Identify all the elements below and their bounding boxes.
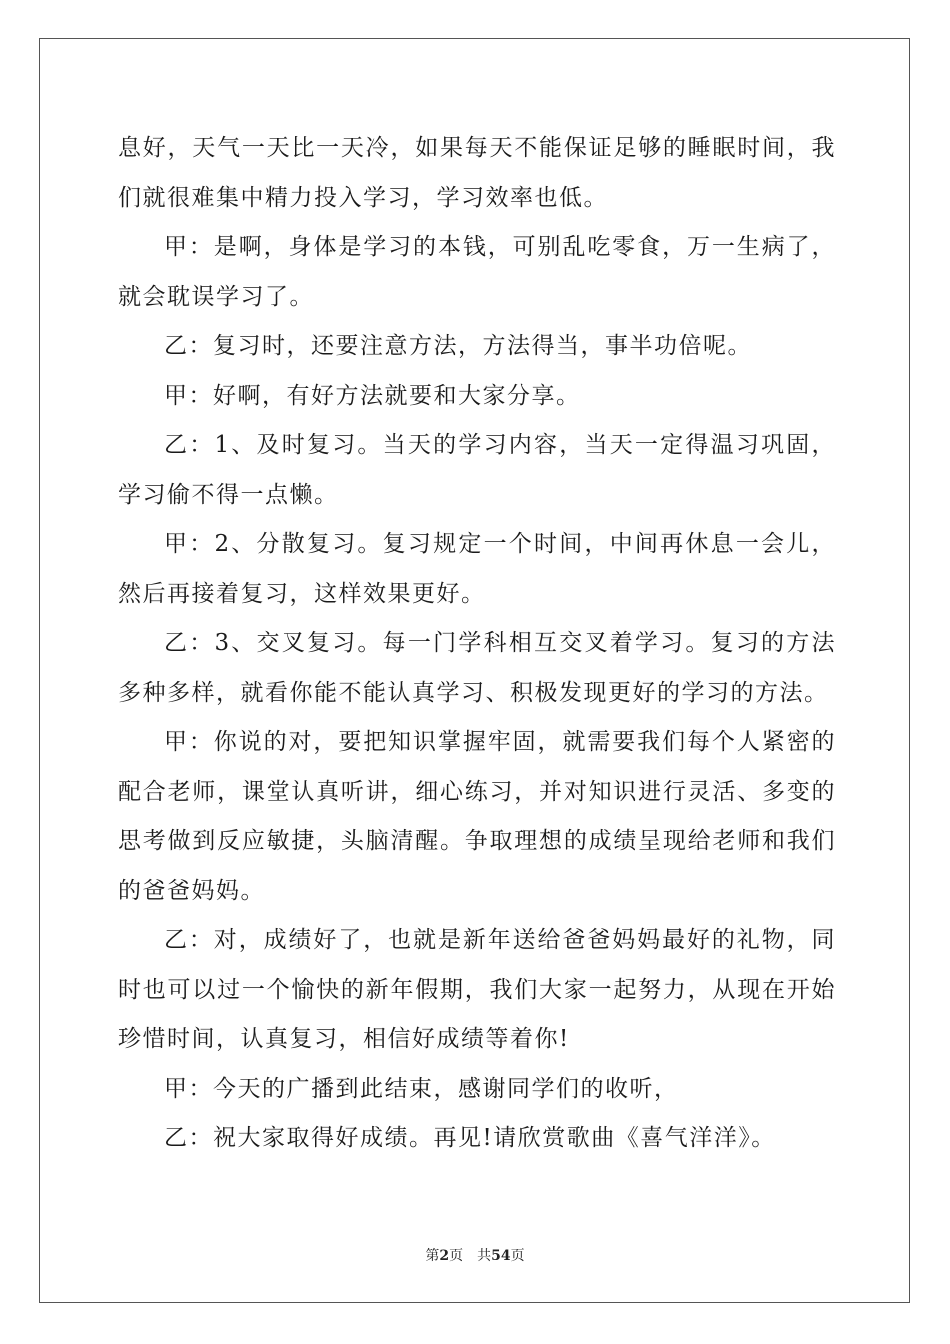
paragraph: 乙：复习时，还要注意方法，方法得当，事半功倍呢。 <box>164 333 752 359</box>
paragraph: 乙：祝大家取得好成绩。再见!请欣赏歌曲《喜气洋洋》。 <box>164 1125 776 1151</box>
paragraph: 息好，天气一天比一天冷，如果每天不能保证足够的睡眠时间，我们就很难集中精力投入学习，学习效率也低。 <box>118 135 836 211</box>
current-page-number: 2 <box>439 1248 450 1264</box>
paragraph: 乙：3、交叉复习。每一门学科相互交叉着学习。复习的方法多种多样，就看你能不能认真学习、积极发现更好的学习的方法。 <box>118 630 836 706</box>
paragraph: 甲：今天的广播到此结束，感谢同学们的收听， <box>164 1075 679 1102</box>
page-label-suffix: 页 <box>449 1248 464 1264</box>
document-body <box>118 124 836 1164</box>
total-label-suffix: 页 <box>510 1248 525 1264</box>
paragraph: 甲：好啊，有好方法就要和大家分享。 <box>164 382 581 409</box>
paragraph: 甲：2、分散复习。复习规定一个时间，中间再休息一会儿，然后再接着复习，这样效果更好。 <box>118 531 836 607</box>
total-label-prefix: 共 <box>477 1248 492 1264</box>
paragraph: 乙：对，成绩好了，也就是新年送给爸爸妈妈最好的礼物，同时也可以过一个愉快的新年假期，我们大家一起努力，从现在开始珍惜时间，认真复习，相信好成绩等着你! <box>118 927 836 1052</box>
total-page-count: 54 <box>491 1248 511 1264</box>
paragraph: 甲：是啊，身体是学习的本钱，可别乱吃零食，万一生病了，就会耽误学习了。 <box>118 234 836 310</box>
page-label-prefix: 第 <box>425 1248 440 1264</box>
paragraph: 乙：1、及时复习。当天的学习内容，当天一定得温习巩固，学习偷不得一点懒。 <box>118 432 836 508</box>
paragraph: 甲：你说的对，要把知识掌握牢固，就需要我们每个人紧密的配合老师，课堂认真听讲，细心练习，并对知识进行灵活、多变的思考做到反应敏捷，头脑清醒。争取理想的成绩呈现给老师和我们的爸爸妈妈。 <box>118 729 836 904</box>
page-footer <box>0 1245 950 1265</box>
